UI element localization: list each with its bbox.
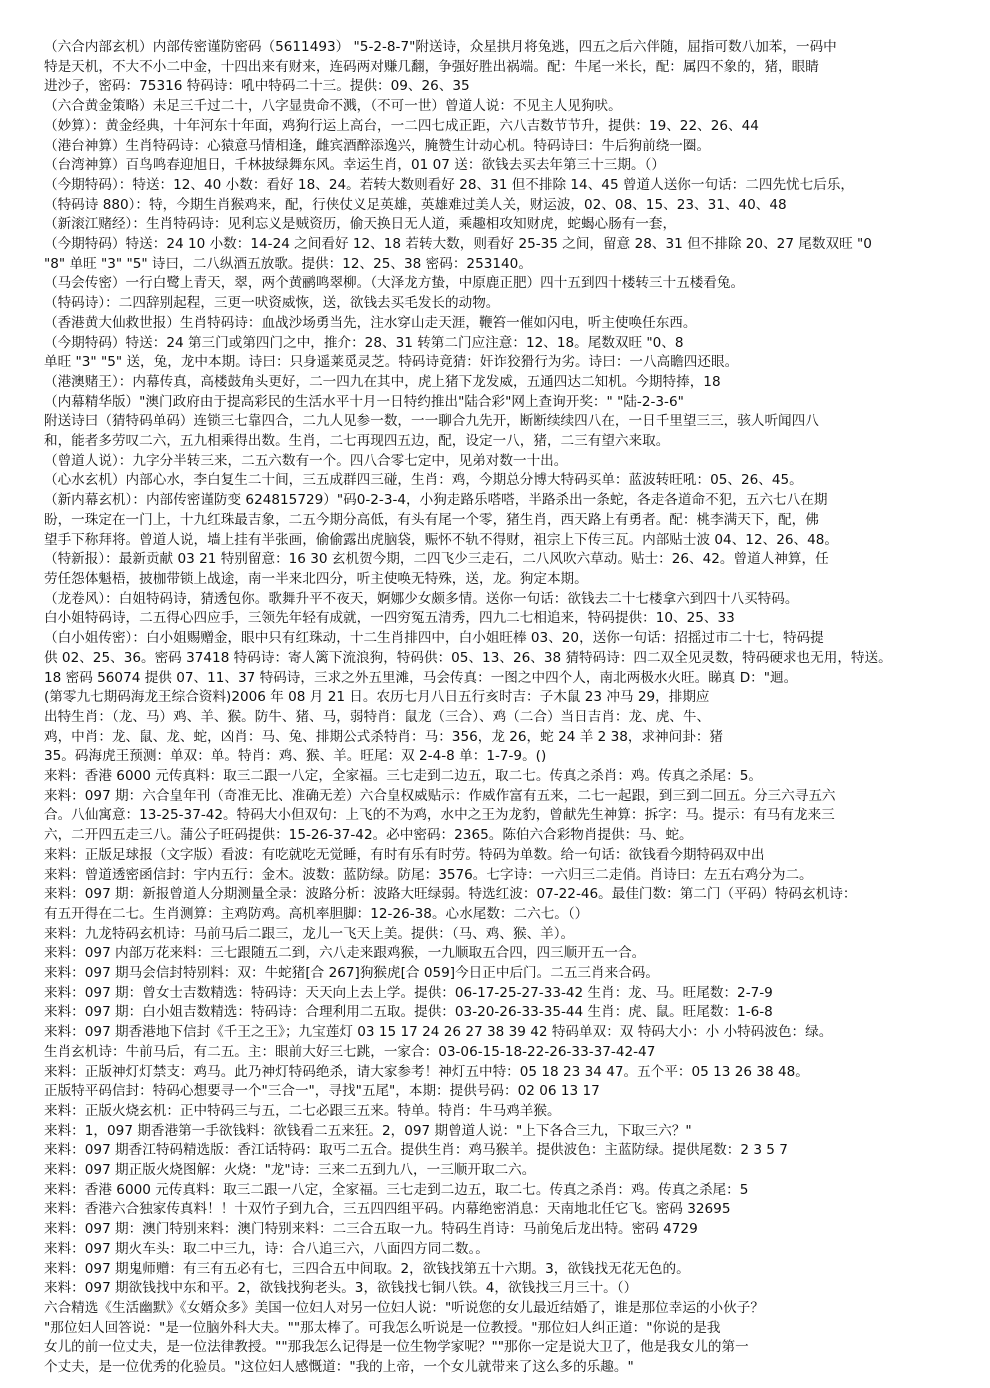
- text-line: （今期特码）特送：24 第三门或第四门之中，推介：28、31 转第二门应注意：12、18。尾数双旺 "0、8: [44, 334, 684, 351]
- text-line: （台湾神算）百鸟鸣春迎旭日，千林披绿舞东风。幸运生肖，01 07 送：欲钱去买去年第三十三期。（）: [44, 157, 665, 174]
- text-line: 来料：097 期火车头：取二中三九，诗：合八追三六，八面四方同二数。。: [44, 1240, 489, 1257]
- text-line: 来料：香港 6000 元传真料：取三二跟一八定，全家福。三七走到二边五，取二七。传真之杀肖：鸡。传真之杀尾：5。: [44, 768, 762, 785]
- text-line: 来料：097 期：新报曾道人分期测量全录：波路分析：波路大旺绿弱。特选红波：07-22-46。最佳门数：第二门（平码）特码玄机诗：: [44, 886, 857, 903]
- text-line: 白小姐特码诗，二五得心四应手，三领先年轻有成就，一四穷冤五清秀，四九二七相追来，特码提供：10、25、33: [44, 610, 735, 627]
- text-line: （香港黄大仙救世报）生肖特码诗：血战沙场勇当先，注水穿山走天涯，鞭笞一催如闪电，听主使唤任东西。: [44, 314, 697, 331]
- text-line: 特是天机，不大不小二中金，十四出来有财来，连码两对赚几翻，争强好胜出祸端。配：牛尾一米长，配：属四不象的，猪，眼睛: [44, 58, 819, 75]
- text-line: 来料：097 期香江特码精选版：香江话特码：取丐二五合。提供生肖：鸡马猴羊。提供波色：主蓝防绿。提供尾数：2 3 5 7: [44, 1142, 788, 1159]
- text-line: （特码诗）：二四辞别起程，三更一吠资威恢，送，欲钱去买毛发长的动物。: [44, 295, 500, 312]
- text-line: （内幕精华版）"澳门政府由于提高彩民的生活水平十月一日特约推出"陆合彩"网上查询开奖：" "陆-2-3-6": [44, 393, 684, 410]
- text-line: 盼，一珠定在一门上，十九红珠最吉象，二五今期分高低，有头有尾一个零，猪生肖，西天路上有勇者。配：桃李满天下，配，佛: [44, 511, 819, 528]
- text-line: （新滚江赌经）：生肖特码诗：见利忘义是贼资历，偷天换日无人道，乘趣相攻知财虎，蛇蝎心肠有一套，: [44, 216, 677, 233]
- text-line: 18 密码 56074 提供 07、11、37 特码诗，三求之外五里滩，马会传真：一图之中四个人，南北两极水火旺。睇真 D："迴。: [44, 669, 798, 686]
- text-line: （今期特码）特送：24 10 小数：14-24 之间看好 12、18 若转大数，则看好 25-35 之间，留意 28、31 但不排除 20、27 尾数双旺 "0: [44, 236, 872, 253]
- text-line: （白小姐传密）：白小姐赐赠金，眼中只有红珠动，十二生肖排四中，白小姐旺棒 03、20，送你一句话：招摇过市二十七，特码提: [44, 630, 824, 647]
- text-line: 来料：1，097 期香港第一手欲钱料：欲钱看二五来狂。2，097 期曾道人说："上下各合三九，下取三六？": [44, 1122, 692, 1139]
- text-line: （妙算）：黄金经典，十年河东十年面，鸡狗行运上高台，一二四七成正距，六八吉数节节升，提供：19、22、26、44: [44, 117, 759, 134]
- text-line: 女儿的前一位丈夫，是一位法律教授。""那我怎么记得是一位生物学家呢？""那你一定是说大卫了，他是我女儿的第一: [44, 1339, 749, 1356]
- text-line: 供 02、25、36。密码 37418 特码诗：寄人篱下流浪狗，特码供：05、13、26、38 猜特码诗：四二双全见灵数，特码硬求也无用，特送。: [44, 649, 892, 666]
- text-line: (第零九七期码海龙王综合资料)2006 年 08 月 21 日。农历七月八日五行亥时吉：子木鼠 23 冲马 29，排期应: [44, 689, 710, 706]
- text-line: （港澳赌王）：内幕传真，高楼鼓角头更好，二一四九在其中，虎上猪下龙发威，五通四达二知机。今期特捧，18: [44, 373, 721, 390]
- text-line: 来料：097 期：曾女士吉数精选：特码诗：天天向上去上学。提供：06-17-25-27-33-42 生肖：龙、马。旺尾数：2-7-9: [44, 984, 773, 1001]
- text-line: 合。八仙寓意：13-25-37-42。特码大小但双句：上飞的不为鸡，水中之王为龙豹，曾献先生神算：拆字：马。提示：有马有龙来三: [44, 807, 835, 824]
- text-line: 个丈夫，是一位优秀的化验员。"这位妇人感慨道："我的上帝，一个女儿就带来了这么多的乐趣。": [44, 1359, 634, 1376]
- text-line: 生肖玄机诗：牛前马后，有二五。主：眼前大好三七跳，一家合：03-06-15-18-22-26-33-37-42-47: [44, 1043, 656, 1060]
- text-line: （六合黄金策略）未足三千过二十，八字显贵命不溅，（不可一世）曾道人说：不见主人见狗吠。: [44, 98, 622, 115]
- text-line: 正版特平码信封：特码心想要寻一个"三合一"，寻找"五尾"，本期：提供号码：02 06 13 17: [44, 1083, 600, 1100]
- text-line: 来料：香港六合独家传真料！！十双竹子到九合，三五四四组平码。内幕绝密消息：天南地北任它飞。密码 32695: [44, 1201, 731, 1218]
- text-line: （马会传密）一行白鹭上青天，翠，两个黄鹂鸣翠柳。（大泽龙方蛰，中原鹿正肥）四十五到四十楼转三十五楼看兔。: [44, 275, 745, 292]
- text-line: 来料：香港 6000 元传真料：取三二跟一八定，全家福。三七走到二边五，取二七。传真之杀肖：鸡。传真之杀尾：5: [44, 1181, 749, 1198]
- text-line: 来料：097 期马会信封特别料：双：牛蛇猪[合 267]狗猴虎[合 059]今日正中后门。二五三肖来合码。: [44, 965, 659, 982]
- text-line: 来料：097 期鬼师赠：有三有五必有七，三四合五中间取。2，欲钱找第五十六期。3，欲钱找无花无色的。: [44, 1260, 690, 1277]
- text-line: 来料：097 内部万花来料：三七跟随五二到，六八走来跟鸡猴，一九顺取五合四，四三顺开五一合。: [44, 945, 646, 962]
- text-line: 和，能者多劳叹二六，五九相乘得出数。生肖，二七再现四五边，配，设定一八，猪，二三有望六来取。: [44, 433, 670, 450]
- text-line: （六合内部玄机）内部传密谨防密码（5611493） "5-2-8-7"附送诗，众星拱月将兔逃，四五之后六伴随，屈指可数八加苯，一码中: [44, 39, 837, 55]
- text-line: （港台神算）生肖特码诗：心猿意马情相逢，雌宾酒醉添逸兴，腌赞生计动心机。特码诗曰：牛后狗前绕一圈。: [44, 137, 711, 154]
- text-line: 来料：曾道透密函信封：宇内五行：金木。波数：蓝防绿。防尾：3576。七字诗：一六归三二走俏。肖诗曰：左五右鸡分为二。: [44, 866, 813, 883]
- text-line: "那位妇人回答说："是一位脑外科大夫。""那太棒了。可我怎么听说是一位教授。"那位妇人纠正道："你说的是我: [44, 1319, 721, 1336]
- text-line: 来料：097 期正版火烧图解：火烧："龙"诗：三来二五到九八，一三顺开取二六。: [44, 1162, 536, 1179]
- text-line: 来料：097 期：澳门特别来料：澳门特别来料：二三合五取一九。特码生肖诗：马前兔后龙出特。密码 4729: [44, 1221, 698, 1238]
- text-line: 来料：097 期欲钱找中东和平。2，欲钱找狗老头。3，欲钱找七铜八铁。4，欲钱找三月三十。（）: [44, 1280, 638, 1297]
- text-line: 有五开得在二七。生肖测算：主鸡防鸡。高机率胆脚：12-26-38。心水尾数：二六七。（）: [44, 905, 589, 922]
- text-line: （今期特码）：特送：12、40 小数：看好 18、24。若转大数则看好 28、31 但不排除 14、45 曾道人送你一句话：二四先忧七后乐，: [44, 176, 855, 193]
- text-line: 出特生肖：（龙、马）鸡、羊、猴。防牛、猪、马，弱特肖：鼠龙（三合）、鸡（二合）当日吉肖：龙、虎、牛、: [44, 708, 711, 725]
- text-line: 附送诗曰（猜特码单码）连锁三七靠四合，二九人见参一数，一一聊合九先开，断断续续四八在，一日千里望三三，骇人听闻四八: [44, 413, 819, 430]
- text-line: 进沙子，密码：75316 特码诗：吼中特码二十三。提供：09、26、35: [44, 78, 470, 95]
- text-line: （特新报）：最新贡献 03 21 特别留意：16 30 玄机贺今期，二四飞少三走石，二八风吹六草动。贴士：26、42。曾道人神算，任: [44, 551, 829, 568]
- text-line: 六，二开四五走三八。蒲公子旺码提供：15-26-37-42。必中密码：2365。陈伯六合彩物肖提供：马、蛇。: [44, 827, 693, 844]
- text-line: 来料：正版足球报（文字版）看波：有吃就吃无觉睡，有时有乐有时劳。特码为单数。给一句话：欲钱看今期特码双中出: [44, 846, 765, 863]
- text-line: 单旺 "3" "5" 送，兔，龙中本期。诗曰：只身遥莱觅灵芝。特码诗竟猜：奸诈狡猾行为劣。诗曰：一八高瞻四还眼。: [44, 354, 739, 371]
- text-line: "8" 单旺 "3" "5" 诗曰，二八纵酒五放歌。提供：12、25、38 密码：253140。: [44, 255, 532, 272]
- text-line: 来料：九龙特码玄机诗：马前马后二跟三，龙儿一飞天上美。提供：（马、鸡、猴、羊）。: [44, 925, 575, 942]
- text-line: 来料：正版神灯灯禁支：鸡马。此乃神灯特码绝杀，请大家参考！神灯五中特：05 18 23 34 47。五个平：05 13 26 38 48。: [44, 1063, 809, 1080]
- text-line: （新内幕玄机）：内部传密谨防变 624815729）"码0-2-3-4，小狗走路乐嗒嗒，半路杀出一条蛇，各走各道命不犯，五六七八在期: [44, 492, 828, 509]
- text-line: 鸡，中肖：龙、鼠、龙、蛇，凶肖：马、兔、排期公式杀特肖：马：356，龙 26，蛇 24 羊 2 38，求神问卦：猪: [44, 728, 724, 745]
- text-line: 望手下称拜将。曾道人说，墙上挂有半张画，偷偷露出虎脑袋，赈怀不轨不得财，祖宗上下传三瓦。内部贴士波 04、12、26、48。: [44, 531, 838, 548]
- text-line: 来料：097 期：白小姐吉数精选：特码诗：合理利用二五取。提供：03-20-26-33-35-44 生肖：虎、鼠。旺尾数：1-6-8: [44, 1004, 773, 1021]
- text-line: 来料：097 期：六合皇年刊（奇准无比、准确无差）六合皇权威贴示：作威作富有五来，二七一起跟，到三到二回五。分三六寻五六: [44, 787, 836, 804]
- text-line: 来料：正版火烧玄机：正中特码三与五，二七必跟三五来。特单。特肖：牛马鸡羊猴。: [44, 1102, 561, 1119]
- text-line: （特码诗 880）：特，今期生肖猴鸡来，配，行侠仗义足英雄，英雄难过美人关，财运波，02、08、15、23、31、40、48: [44, 196, 787, 213]
- text-line: 劳任怨体魁梧，披枷带锁上战途，南一半来北四分，听主使唤无特殊，送，龙。狗定本期。: [44, 570, 588, 587]
- text-line: 六合精选《生活幽默》《女婿众多》美国一位妇人对另一位妇人说："听说您的女儿最近结婚了，谁是那位幸运的小伙子？: [44, 1300, 764, 1316]
- text-line: （龙卷风）：白姐特码诗，猜透包你。歌舞升平不夜天，婀娜少女颇多情。送你一句话：欲钱去二十七楼拿六到四十八买特码。: [44, 590, 799, 607]
- text-line: （心水玄机）内部心水，李白复生二十间，三五成群四三碰，生肖：鸡，今期总分博大特码买单：蓝波转旺吼：05、26、45。: [44, 472, 803, 489]
- text-line: 来料：097 期香港地下信封《千王之王》；九宝莲灯 03 15 17 24 26 27 38 39 42 特码单双：双 特码大小：小 小特码波色：绿。: [44, 1024, 833, 1041]
- text-line: 35。码海虎王预测：单双：单。特肖：鸡、猴、羊。旺尾：双 2-4-8 单：1-7-9。(): [44, 748, 547, 765]
- text-line: （曾道人说）：九字分半转三来，二五六数有一个。四八合零七定中，见弟对数一十出。: [44, 452, 568, 469]
